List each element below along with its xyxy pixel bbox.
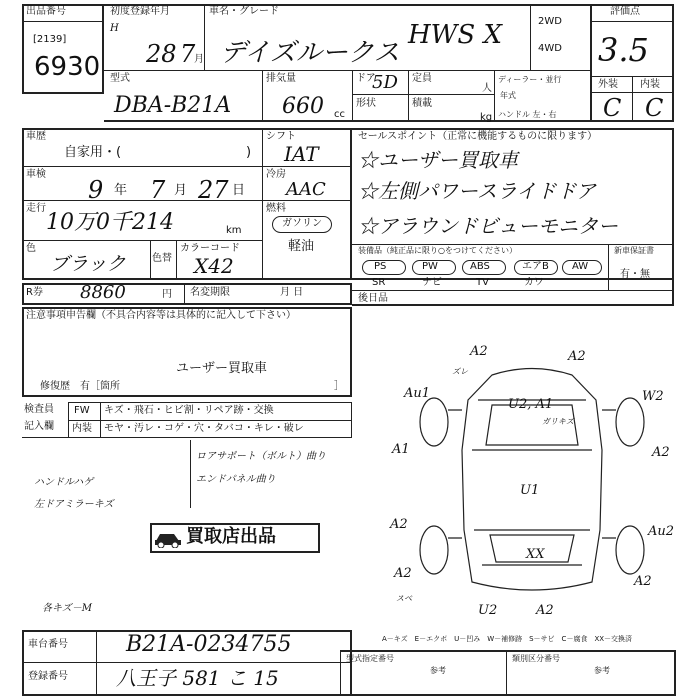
shaken-day: 27 xyxy=(198,176,229,204)
lot-label: 出品番号 xyxy=(26,6,66,17)
damage-15: A2 xyxy=(536,603,554,618)
shaken-year: 9 xyxy=(88,176,104,204)
color-code-label: カラーコード xyxy=(180,243,240,254)
inspector-note-4: エンドパネル曲り xyxy=(196,474,276,485)
notes-text: ユーザー買取車 xyxy=(176,361,268,376)
damage-1: A2 xyxy=(470,344,488,359)
shift-label: シフト xyxy=(266,131,296,142)
equip-abs: ABS xyxy=(470,261,490,272)
load-label: 積載 xyxy=(412,98,432,109)
type-value: DBA-B21A xyxy=(114,93,232,118)
aircon-value: AAC xyxy=(286,179,326,200)
damage-10: Au2 xyxy=(648,524,675,539)
int-grade: C xyxy=(645,94,664,122)
buyout-label: 買取店出品 xyxy=(186,526,276,547)
model-name: デイズルークス xyxy=(220,38,400,68)
capacity-label: 定員 xyxy=(412,73,432,84)
inspector-ext-list: キズ・飛石・ヒビ割・リペア跡・交換 xyxy=(104,405,274,416)
divider xyxy=(494,70,495,122)
aircon-label: 冷房 xyxy=(266,169,286,180)
equip-navi: ナビ xyxy=(422,277,442,288)
type-code-label: 型式指定番号 xyxy=(346,654,394,663)
fuel-gas: ガソリン xyxy=(282,218,322,229)
equip-pw: PW xyxy=(422,261,438,272)
equipment-label: 装備品（純正品に限り○をつけてください） xyxy=(358,246,517,255)
mileage-value: 10万0千214 xyxy=(46,210,174,235)
damage-6: A1 xyxy=(392,442,410,457)
divider xyxy=(530,4,531,70)
divider xyxy=(590,92,674,93)
divider xyxy=(176,240,177,280)
color-label: 色 xyxy=(26,243,36,254)
damage-2: A2 xyxy=(568,349,586,364)
shaken-month-unit: 月 xyxy=(174,183,188,198)
fuel-label: 燃料 xyxy=(266,203,286,214)
divider xyxy=(352,70,353,122)
first-reg-month: 7 xyxy=(180,40,196,68)
name-change-unit: 月 日 xyxy=(280,287,304,298)
ext-label: 外装 xyxy=(598,79,618,90)
drive-2wd: 2WD xyxy=(538,16,562,27)
recycle-unit: 円 xyxy=(162,289,172,300)
equip-leather: カワ xyxy=(524,277,544,288)
displacement-unit: cc xyxy=(334,109,345,120)
handle-label: ハンドル 左・右 xyxy=(498,110,557,119)
lot-session: [2139] xyxy=(33,34,67,45)
divider xyxy=(632,76,633,122)
drive-4wd: 4WD xyxy=(538,43,562,54)
damage-14: U2 xyxy=(478,603,498,618)
mileage-unit: km xyxy=(226,225,242,236)
divider xyxy=(262,128,263,280)
score-label: 評価点 xyxy=(610,6,640,17)
divider xyxy=(22,166,352,167)
dealer-label: ディーラー・並行 xyxy=(498,75,562,84)
name-label: 車名・グレード xyxy=(209,6,279,17)
car-icon xyxy=(154,528,182,548)
grade: HWS X xyxy=(408,20,502,50)
type-label: 型式 xyxy=(110,73,130,84)
equip-aw: AW xyxy=(572,261,589,272)
score-value: 3.5 xyxy=(598,31,649,69)
history-label: 車歴 xyxy=(26,131,46,142)
damage-11: XX xyxy=(526,547,545,562)
divider xyxy=(150,240,151,280)
recycle-label: R券 xyxy=(26,287,43,298)
divider xyxy=(190,440,191,508)
damage-5: U2, A1 xyxy=(508,397,554,412)
equip-airbag: エアB xyxy=(522,261,549,272)
load-unit: kg xyxy=(480,112,493,123)
divider xyxy=(96,630,97,696)
shaken-day-unit: 日 xyxy=(232,183,246,198)
selling-item-2-text: 左側パワースライドドア xyxy=(378,179,596,203)
divider xyxy=(22,21,104,22)
doors-value: 5D xyxy=(372,72,398,93)
history-close: ) xyxy=(246,145,252,160)
divider xyxy=(22,662,352,663)
mileage-label: 走行 xyxy=(26,203,46,214)
divider xyxy=(184,283,185,305)
recycle-value: 8860 xyxy=(80,282,126,303)
selling-item-1: ☆ユーザー買取車 xyxy=(358,148,518,172)
inspector-note-2: 左ドアミラーキズ xyxy=(34,499,114,510)
color-value: ブラック xyxy=(50,253,126,275)
damage-3: Au1 xyxy=(404,386,431,401)
damage-legend: A－キズ E－エクボ U－凹み W－補修跡 S－サビ C－腐食 XX－交換済 xyxy=(382,635,633,643)
color-change-label: 色替 xyxy=(152,253,172,264)
fuel-diesel: 軽油 xyxy=(288,239,315,254)
shape-label: 形状 xyxy=(356,98,376,109)
history-value: 自家用・( xyxy=(64,145,122,160)
inspector-fw: FW xyxy=(74,405,90,416)
shaken-year-unit: 年 xyxy=(114,183,128,198)
divider xyxy=(408,70,409,122)
damage-13-note: スベ xyxy=(396,594,412,603)
selling-item-2: ☆左側パワースライドドア xyxy=(358,179,596,203)
damage-1-note: ズレ xyxy=(452,367,468,376)
divider xyxy=(204,4,205,70)
class-code-label: 類別区分番号 xyxy=(512,654,560,663)
plate-value: 八王子 581 こ 15 xyxy=(116,666,279,690)
damage-12: A2 xyxy=(394,566,412,581)
divider xyxy=(352,94,494,95)
chassis-label: 車台番号 xyxy=(28,639,68,650)
inspector-int-list: モヤ・汚レ・コゲ・穴・タバコ・キレ・破レ xyxy=(104,423,304,434)
selling-label: セールスポイント（正常に機能するものに限ります） xyxy=(358,131,598,142)
new-warranty-value: 有・無 xyxy=(620,269,650,280)
lot-number: 6930 xyxy=(34,52,101,82)
equip-sr: SR xyxy=(372,277,386,288)
equip-ps: PS xyxy=(374,261,387,272)
damage-5-note: ガリキズ xyxy=(542,417,574,426)
inspector-note-1: ハンドルハゲ xyxy=(34,477,94,488)
damage-13: A2 xyxy=(634,574,652,589)
shift-value: IAT xyxy=(284,142,319,166)
first-reg-year: 28 xyxy=(146,40,177,68)
divider xyxy=(608,244,609,290)
displacement-value: 660 xyxy=(282,94,324,119)
divider xyxy=(104,70,590,71)
color-code: X42 xyxy=(194,254,234,278)
selling-item-3-text: アラウンドビューモニター xyxy=(378,214,618,238)
plate-label: 登録番号 xyxy=(28,671,68,682)
notes-label: 注意事項申告欄（不具合内容等は具体的に記入して下さい） xyxy=(26,310,296,321)
shaken-month: 7 xyxy=(150,176,166,204)
displacement-label: 排気量 xyxy=(266,73,296,84)
capacity-unit: 人 xyxy=(482,83,492,94)
damage-8: U1 xyxy=(520,483,540,498)
equip-tv: TV xyxy=(476,277,489,288)
chassis-value: B21A-0234755 xyxy=(126,632,292,657)
class-code-ref: 参考 xyxy=(594,666,610,675)
first-reg-month-unit: 月 xyxy=(194,54,204,65)
inspector-int-label: 内装 xyxy=(72,423,92,434)
inspector-note-5: 各キズ－M xyxy=(42,603,93,614)
divider xyxy=(22,200,352,201)
divider xyxy=(590,21,674,22)
type-code-ref: 参考 xyxy=(430,666,446,675)
divider xyxy=(506,650,507,696)
first-reg-era: H xyxy=(110,23,119,34)
inspector-label-1: 検査員 xyxy=(24,404,54,415)
selling-item-1-text: ユーザー買取車 xyxy=(378,148,518,172)
int-label: 内装 xyxy=(640,79,660,90)
rear-items-label: 後日品 xyxy=(358,293,388,304)
ext-grade: C xyxy=(603,94,622,122)
divider xyxy=(22,240,262,241)
divider xyxy=(352,290,674,291)
repair-history: 修復歴 有［箇所 xyxy=(40,381,120,392)
shaken-label: 車検 xyxy=(26,169,46,180)
damage-7: A2 xyxy=(652,445,670,460)
divider xyxy=(68,420,352,421)
inspector-note-3: ロアサポート（ボルト）曲り xyxy=(196,451,326,462)
divider xyxy=(262,70,263,122)
name-change-label: 名変期限 xyxy=(190,287,230,298)
first-reg-label: 初度登録年月 xyxy=(110,6,170,17)
selling-item-3: ☆アラウンドビューモニター xyxy=(358,214,618,238)
repair-close: ］ xyxy=(334,381,344,392)
inspector-label-2: 記入欄 xyxy=(24,421,54,432)
damage-9: A2 xyxy=(390,517,408,532)
damage-4: W2 xyxy=(642,389,664,404)
doors-label: ドア xyxy=(356,73,376,84)
divider xyxy=(100,402,101,438)
new-warranty-label: 新車保証書 xyxy=(614,246,654,255)
model-year-label: 年式 xyxy=(500,91,516,100)
